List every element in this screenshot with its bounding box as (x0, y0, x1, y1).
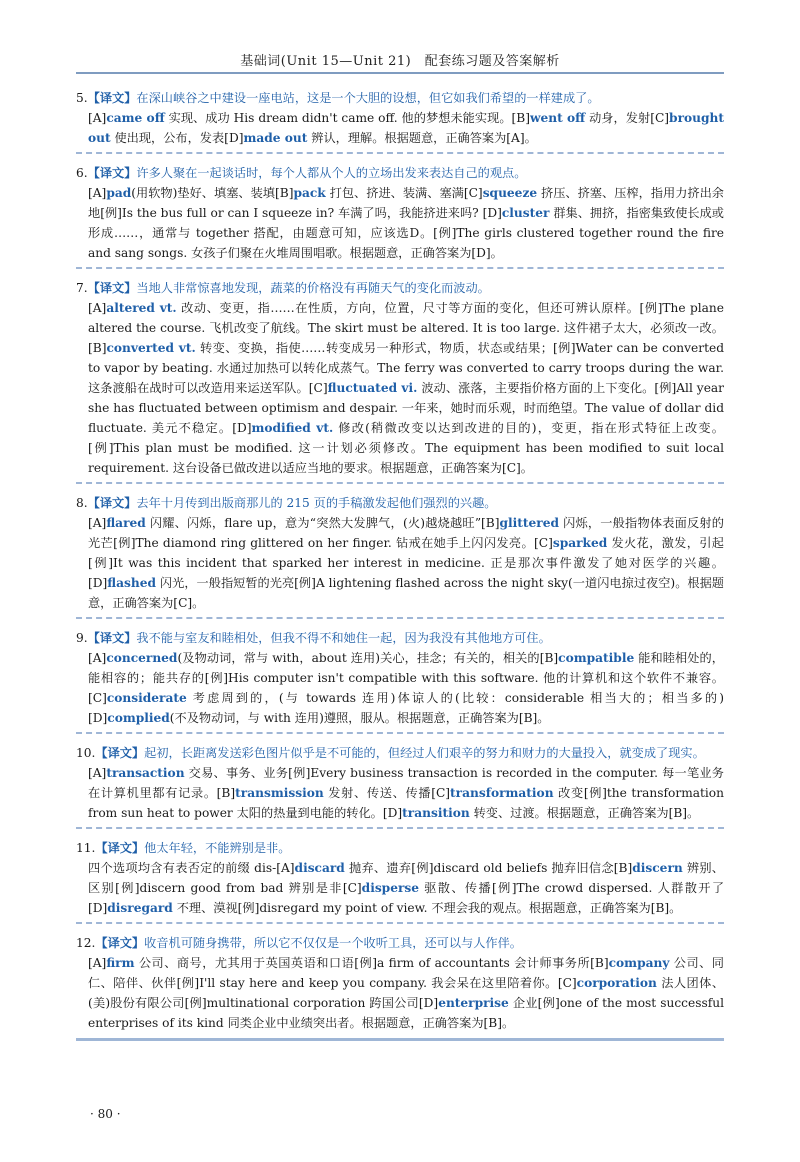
option-keyword: flashed (107, 576, 157, 590)
explanation-segment: [A] (88, 111, 107, 125)
question-number: 12. (76, 936, 96, 950)
question-explanation (76, 838, 724, 924)
option-keyword: made out (243, 131, 308, 145)
question-explanation (76, 743, 724, 829)
option-keyword: discard (294, 861, 345, 875)
explanation-segment: 发射、传送、传播[C] (323, 786, 451, 800)
translation-tag: 【译文】 (87, 91, 137, 105)
question-number: 8. (76, 496, 88, 510)
explanation-segment: (不及物动词，与 with 连用)遵照，服从。根据题意，正确答案为[B]。 (169, 711, 550, 725)
translation-text: 去年十月传到出版商那儿的 215 页的手稿激发起他们强烈的兴趣。 (136, 496, 497, 510)
translation-text: 起初，长距离发送彩色图片似乎是不可能的，但经过人们艰辛的努力和财力的大量投入，就变成了现实。 (144, 746, 705, 760)
question-explanation (76, 88, 724, 154)
explanation-text (76, 298, 724, 478)
explanation-segment: 公司、商号，尤其用于英国英语和口语[例]a firm of accountants 会计师事务所[B] (134, 956, 609, 970)
option-keyword: firm (106, 956, 135, 970)
translation-text: 我不能与室友和睦相处，但我不得不和她住一起，因为我没有其他地方可住。 (136, 631, 551, 645)
question-explanation (76, 163, 724, 269)
option-keyword: cluster (501, 206, 550, 220)
option-keyword: transition (402, 806, 470, 820)
explanation-segment: [A] (88, 301, 107, 315)
question-explanation (76, 628, 724, 734)
translation-tag: 【译文】 (95, 746, 145, 760)
explanation-segment: 打包、挤进、装满、塞满[C] (325, 186, 483, 200)
option-keyword: squeeze (482, 186, 538, 200)
explanation-segment: 转变、过渡。根据题意，正确答案为[B]。 (469, 806, 700, 820)
explanation-segment: 不理、漠视[例]disregard my point of view. 不理会我的观点。根据题意，正确答案为[B]。 (172, 901, 682, 915)
question-number: 6. (76, 166, 88, 180)
translation-line (76, 493, 724, 513)
explanation-segment: (及物动词，常与 with，about 连用)关心，挂念；有关的，相关的[B] (177, 651, 559, 665)
option-keyword: disperse (361, 881, 419, 895)
explanation-text (76, 858, 724, 918)
explanation-segment: 使出现，公布，发表[D] (110, 131, 244, 145)
question-number: 7. (76, 281, 88, 295)
answer-explanations (76, 88, 724, 1048)
explanation-segment: [A] (88, 956, 107, 970)
explanation-segment: 考虑周到的，(与 towards 连用)体谅人的(比较：considerable 相当大的；相当多的)[D] (88, 691, 724, 725)
explanation-segment: 波动、涨落，主要指价格方面的上下变化。[例]All year she has fluctuated between optimism and despair. 一年来，她时而乐观，时而绝望。The value of dollar did fluctuate. 美元不稳定。[D] (88, 381, 725, 435)
option-keyword: considerate (106, 691, 187, 705)
translation-text: 收音机可随身携带，所以它不仅仅是一个收听工具，还可以与人作伴。 (144, 936, 522, 950)
option-keyword: disregard (107, 901, 173, 915)
explanation-segment: [A] (88, 766, 107, 780)
option-keyword: enterprise (438, 996, 509, 1010)
translation-line (76, 838, 724, 858)
translation-tag: 【译文】 (95, 936, 145, 950)
option-keyword: sparked (552, 536, 608, 550)
translation-tag: 【译文】 (87, 496, 137, 510)
explanation-text (76, 183, 724, 263)
question-explanation (76, 933, 724, 1039)
translation-line (76, 278, 724, 298)
option-keyword: discern (632, 861, 683, 875)
translation-tag: 【译文】 (87, 281, 137, 295)
question-explanation (76, 278, 724, 484)
translation-text: 在深山峡谷之中建设一座电站，这是一个大胆的设想，但它如我们希望的一样建成了。 (136, 91, 600, 105)
option-keyword: concerned (106, 651, 178, 665)
explanation-segment: 法人团体、(美)股份有限公司[例]multinational corporation 跨国公司[D] (88, 976, 725, 1010)
explanation-segment: 转变、变换，指使……转变成另一种形式，物质，状态或结果；[例]Water can be converted to vapor by beating. 水通过加热可以转化成蒸气。The ferry was converted to carry troops during the war. 这条渡船在战时可以改造用来运送军队。[C] (88, 341, 724, 395)
explanation-segment: 发火花，激发，引起[例]It was this incident that sparked her interest in medicine. 正是那次事件激发了她对医学的兴趣。[D] (88, 536, 724, 590)
option-keyword: compatible (558, 651, 635, 665)
translation-line (76, 88, 724, 108)
translation-text: 许多人聚在一起谈话时，每个人都从个人的立场出发来表达自己的观点。 (136, 166, 527, 180)
explanation-segment: 驱散、传播[例]The crowd dispersed. 人群散开了[D] (88, 881, 725, 915)
explanation-text (76, 108, 724, 148)
translation-tag: 【译文】 (95, 841, 145, 855)
explanation-segment: 闪烁，一般指物体表面反射的光芒[例]The diamond ring glittered on her finger. 钻戒在她手上闪闪发亮。[C] (88, 516, 724, 550)
page-header: 基础词(Unit 15—Unit 21) 配套练习题及答案解析 (240, 54, 560, 69)
question-number: 5. (76, 91, 88, 105)
explanation-text (76, 513, 724, 613)
option-keyword: modified vt. (251, 421, 334, 435)
explanation-segment: 公司、同仁、陪伴、伙伴[例]I'll stay here and keep you company. 我会呆在这里陪着你。[C] (88, 956, 724, 990)
option-keyword: pad (106, 186, 132, 200)
page-number: · 80 · (90, 1107, 121, 1121)
explanation-segment: 群集、拥挤，指密集致使长成或形成……，通常与 together 搭配，由题意可知，应该选D。[例]The girls clustered together round the fire and sang songs. 女孩子们聚在火堆周围唱歌。根据题意，正确答案为[D]。 (88, 206, 724, 260)
explanation-segment: 交易、事务、业务[例]Every business transaction is recorded in the computer. 每一笔业务在计算机里都有记录。[B] (88, 766, 724, 800)
question-number: 11. (76, 841, 96, 855)
explanation-segment: 修改(稍微改变以达到改进的目的)，变更，指在形式特征上改变。[例]This plan must be modified. 这一计划必须修改。The equipment has been modified to suit local requirement. 这台设备已做改进以适应当地的要求。根据题意，正确答案为[C]。 (88, 421, 724, 475)
option-keyword: company (608, 956, 670, 970)
explanation-segment: 企业[例]one of the most successful enterprises of its kind 同类企业中业绩突出者。根据题意，正确答案为[B]。 (88, 996, 724, 1030)
question-number: 9. (76, 631, 88, 645)
option-keyword: pack (293, 186, 326, 200)
option-keyword: corporation (576, 976, 657, 990)
option-keyword: brought out (88, 111, 724, 145)
translation-tag: 【译文】 (87, 631, 137, 645)
header-rule (76, 72, 724, 74)
option-keyword: came off (106, 111, 165, 125)
explanation-segment: [A] (88, 651, 107, 665)
explanation-segment: 改变[例]the transformation from sun heat to power 太阳的热量到电能的转化。[D] (88, 786, 724, 820)
explanation-text (76, 953, 724, 1033)
explanation-segment: 挤压、挤塞、压榨，指用力挤出余地[例]Is the bus full or can I squeeze in? 车满了吗，我能挤进来吗? [D] (88, 186, 724, 220)
option-keyword: flared (106, 516, 146, 530)
translation-text: 他太年轻，不能辨别是非。 (144, 841, 291, 855)
translation-line (76, 743, 724, 763)
explanation-segment: 闪光，一般指短暂的光亮[例]A lightening flashed across the night sky(一道闪电掠过夜空)。根据题意，正确答案为[C]。 (88, 576, 724, 610)
translation-line (76, 628, 724, 648)
option-keyword: transmission (235, 786, 324, 800)
option-keyword: transformation (450, 786, 554, 800)
option-keyword: went off (530, 111, 586, 125)
question-number: 10. (76, 746, 96, 760)
explanation-segment: 动身，发射[C] (585, 111, 670, 125)
question-explanation (76, 493, 724, 619)
explanation-segment: 改动、变更，指……在性质，方向，位置，尺寸等方面的变化，但还可辨认原样。[例]The plane altered the course. 飞机改变了航线。The skirt must be altered. It is too large. 这件裙子太大，必须改一改。[B] (88, 301, 724, 355)
option-keyword: fluctuated vi. (327, 381, 418, 395)
explanation-segment: 实现、成功 His dream didn't came off. 他的梦想未能实现。[B] (164, 111, 531, 125)
explanation-text (76, 648, 724, 728)
explanation-segment: (用软物)垫好、填塞、装填[B] (131, 186, 294, 200)
explanation-segment: 闪耀、闪烁，flare up，意为“突然大发脾气，(火)越烧越旺”[B] (145, 516, 500, 530)
explanation-segment: 四个选项均含有表否定的前缀 dis-[A] (88, 861, 295, 875)
option-keyword: complied (107, 711, 170, 725)
translation-line (76, 163, 724, 183)
option-keyword: transaction (106, 766, 185, 780)
explanation-segment: 抛弃、遗弃[例]discard old beliefs 抛弃旧信念[B] (344, 861, 633, 875)
explanation-segment: [A] (88, 186, 107, 200)
explanation-text (76, 763, 724, 823)
explanation-segment: [A] (88, 516, 107, 530)
option-keyword: altered vt. (106, 301, 177, 315)
translation-line (76, 933, 724, 953)
explanation-segment: 能和睦相处的，能相容的；能共存的[例]His computer isn't compatible with this software. 他的计算机和这个软件不兼容。[C] (88, 651, 724, 705)
option-keyword: glittered (499, 516, 560, 530)
explanation-segment: 辨别、区别[例]discern good from bad 辨别是非[C] (88, 861, 724, 895)
explanation-segment: 辨认，理解。根据题意，正确答案为[A]。 (307, 131, 537, 145)
option-keyword: converted vt. (106, 341, 196, 355)
translation-tag: 【译文】 (87, 166, 137, 180)
translation-text: 当地人非常惊喜地发现，蔬菜的价格没有再随天气的变化而波动。 (136, 281, 490, 295)
